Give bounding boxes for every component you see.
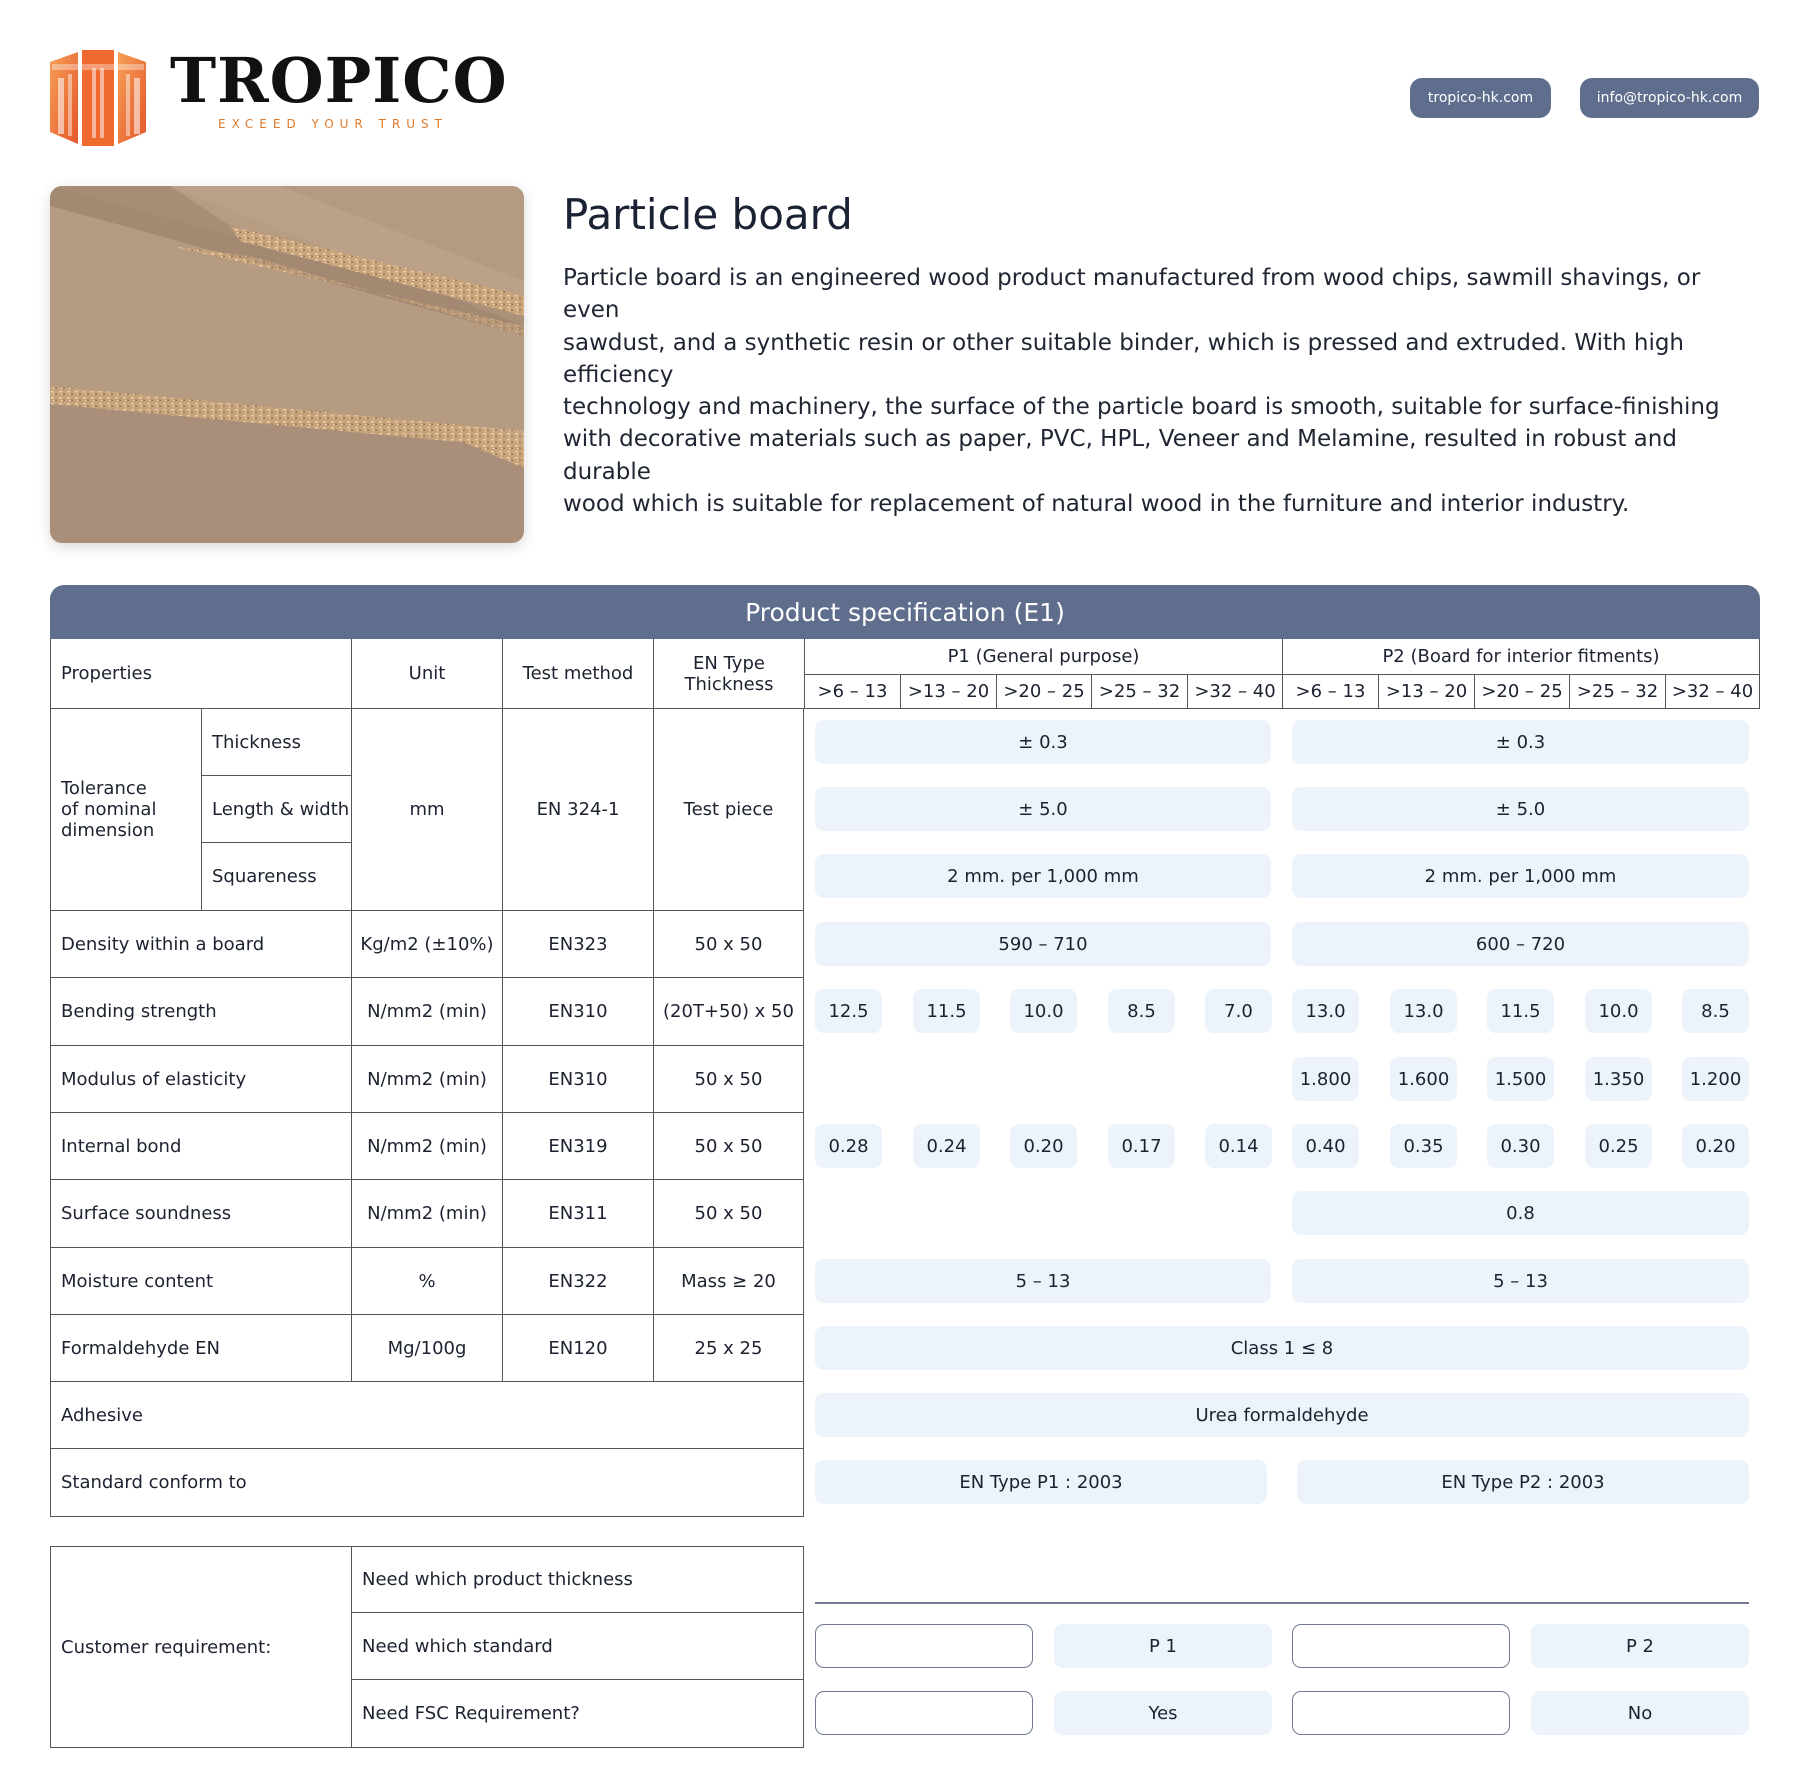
modulus-p2-value: 1.600 — [1390, 1057, 1457, 1101]
modulus-p2-value: 1.350 — [1585, 1057, 1652, 1101]
header-en-type — [653, 639, 804, 709]
standard-p2-option[interactable]: P 2 — [1531, 1624, 1749, 1668]
density-size: 50 x 50 — [653, 911, 804, 978]
standard-label: Standard conform to — [50, 1449, 804, 1517]
standard-p2: EN Type P2 : 2003 — [1297, 1460, 1749, 1504]
fsc-no-checkbox[interactable] — [1292, 1691, 1510, 1735]
bending-p2-value: 13.0 — [1292, 989, 1359, 1033]
range-p2: >6 – 13 — [1282, 674, 1378, 709]
tolerance-length-width: Length & width — [201, 776, 351, 843]
moisture-p2: 5 – 13 — [1292, 1259, 1749, 1303]
particle-board-photo — [50, 186, 524, 543]
surface-soundness-method: EN311 — [502, 1180, 653, 1248]
density-method: EN323 — [502, 911, 653, 978]
internal-bond-p2-value: 0.25 — [1585, 1124, 1652, 1168]
surface-soundness-label: Surface soundness — [50, 1180, 351, 1248]
thickness-answer-line[interactable] — [815, 1602, 1749, 1604]
moisture-size: Mass ≥ 20 — [653, 1248, 804, 1315]
bending-method: EN310 — [502, 978, 653, 1046]
tolerance-length-p2: ± 5.0 — [1292, 787, 1749, 831]
bending-p1-value: 7.0 — [1205, 989, 1272, 1033]
header-p1: P1 (General purpose) — [804, 639, 1282, 674]
moisture-unit: % — [351, 1248, 502, 1315]
formaldehyde-size: 25 x 25 — [653, 1315, 804, 1382]
range-p1: >13 – 20 — [900, 674, 996, 709]
header-p2: P2 (Board for interior fitments) — [1282, 639, 1760, 674]
formaldehyde-value: Class 1 ≤ 8 — [815, 1326, 1749, 1370]
internal-bond-p1-value: 0.28 — [815, 1124, 882, 1168]
bending-size: (20T+50) x 50 — [653, 978, 804, 1046]
modulus-unit: N/mm2 (min) — [351, 1046, 502, 1113]
tolerance-length-p1: ± 5.0 — [815, 787, 1271, 831]
moisture-method: EN322 — [502, 1248, 653, 1315]
modulus-p2-value: 1.200 — [1682, 1057, 1749, 1101]
tolerance-label-line: dimension — [61, 820, 155, 841]
internal-bond-p2-value: 0.40 — [1292, 1124, 1359, 1168]
tolerance-squareness-p2: 2 mm. per 1,000 mm — [1292, 854, 1749, 898]
internal-bond-unit: N/mm2 (min) — [351, 1113, 502, 1180]
modulus-label: Modulus of elasticity — [50, 1046, 351, 1113]
header-test-method: Test method — [502, 639, 653, 709]
header-properties: Properties — [50, 639, 351, 709]
particle-board-image — [50, 186, 524, 543]
website-link[interactable]: tropico-hk.com — [1410, 78, 1551, 118]
description-line: sawdust, and a synthetic resin or other suitable binder, which is pressed and extruded. With high efficiency — [563, 329, 1685, 388]
header-en-type-line2: Thickness — [684, 673, 774, 695]
bending-p2-value: 11.5 — [1487, 989, 1554, 1033]
internal-bond-p2-value: 0.20 — [1682, 1124, 1749, 1168]
bending-p1-value: 10.0 — [1010, 989, 1077, 1033]
internal-bond-p2-value: 0.30 — [1487, 1124, 1554, 1168]
surface-soundness-unit: N/mm2 (min) — [351, 1180, 502, 1248]
internal-bond-p1-value: 0.17 — [1108, 1124, 1175, 1168]
modulus-p2-value: 1.800 — [1292, 1057, 1359, 1101]
tolerance-thickness-p2: ± 0.3 — [1292, 720, 1749, 764]
adhesive-label: Adhesive — [50, 1382, 804, 1449]
internal-bond-p1-value: 0.14 — [1205, 1124, 1272, 1168]
moisture-label: Moisture content — [50, 1248, 351, 1315]
product-title: Particle board — [563, 190, 853, 239]
bending-unit: N/mm2 (min) — [351, 978, 502, 1046]
internal-bond-p1-value: 0.24 — [913, 1124, 980, 1168]
formaldehyde-label: Formaldehyde EN — [50, 1315, 351, 1382]
modulus-p2-value: 1.500 — [1487, 1057, 1554, 1101]
surface-soundness-size: 50 x 50 — [653, 1180, 804, 1248]
header-en-type-line1: EN Type — [693, 652, 765, 674]
range-p1: >32 – 40 — [1187, 674, 1282, 709]
range-p1: >20 – 25 — [996, 674, 1091, 709]
header-unit: Unit — [351, 639, 502, 709]
bending-p1-value: 12.5 — [815, 989, 882, 1033]
moisture-p1: 5 – 13 — [815, 1259, 1271, 1303]
surface-soundness-p2: 0.8 — [1292, 1191, 1749, 1235]
brand-name: TROPICO — [170, 44, 508, 117]
fsc-no-option[interactable]: No — [1531, 1691, 1749, 1735]
tolerance-method: EN 324-1 — [502, 709, 653, 911]
bending-p2-value: 10.0 — [1585, 989, 1652, 1033]
question-fsc: Need FSC Requirement? — [351, 1680, 804, 1748]
description-line: technology and machinery, the surface of the particle board is smooth, suitable for surface-finishing — [563, 394, 1720, 421]
email-link[interactable]: info@tropico-hk.com — [1580, 78, 1759, 118]
range-p2: >32 – 40 — [1665, 674, 1760, 709]
bending-p2-value: 8.5 — [1682, 989, 1749, 1033]
modulus-size: 50 x 50 — [653, 1046, 804, 1113]
bending-p2-value: 13.0 — [1390, 989, 1457, 1033]
product-description — [563, 262, 1753, 520]
formaldehyde-unit: Mg/100g — [351, 1315, 502, 1382]
density-unit: Kg/m2 (±10%) — [351, 911, 502, 978]
range-p2: >13 – 20 — [1378, 674, 1474, 709]
spec-table-title: Product specification (E1) — [50, 585, 1760, 639]
range-p1: >25 – 32 — [1091, 674, 1187, 709]
density-label: Density within a board — [50, 911, 351, 978]
standard-p2-checkbox[interactable] — [1292, 1624, 1510, 1668]
tolerance-unit: mm — [351, 709, 502, 911]
internal-bond-p1-value: 0.20 — [1010, 1124, 1077, 1168]
brand-tagline: EXCEED YOUR TRUST — [218, 117, 448, 131]
range-p2: >25 – 32 — [1569, 674, 1665, 709]
internal-bond-label: Internal bond — [50, 1113, 351, 1180]
tolerance-thickness-p1: ± 0.3 — [815, 720, 1271, 764]
range-p2: >20 – 25 — [1474, 674, 1569, 709]
range-p1: >6 – 13 — [804, 674, 900, 709]
bending-p1-value: 11.5 — [913, 989, 980, 1033]
tolerance-label — [50, 709, 201, 911]
tolerance-squareness-p1: 2 mm. per 1,000 mm — [815, 854, 1271, 898]
standard-p1-checkbox[interactable] — [815, 1624, 1033, 1668]
customer-requirement-label: Customer requirement: — [50, 1546, 351, 1748]
tolerance-test-piece: Test piece — [653, 709, 804, 911]
tolerance-squareness: Squareness — [201, 843, 351, 911]
description-line: wood which is suitable for replacement of natural wood in the furniture and interior industry. — [563, 491, 1630, 518]
density-p1: 590 – 710 — [815, 922, 1271, 966]
tropico-logo-icon — [48, 48, 148, 148]
internal-bond-size: 50 x 50 — [653, 1113, 804, 1180]
question-standard: Need which standard — [351, 1613, 804, 1680]
tolerance-label-line: of nominal — [61, 799, 157, 820]
fsc-yes-checkbox[interactable] — [815, 1691, 1033, 1735]
adhesive-value: Urea formaldehyde — [815, 1393, 1749, 1437]
description-line: Particle board is an engineered wood product manufactured from wood chips, sawmill shavings, or even — [563, 265, 1701, 324]
tolerance-label-line: Tolerance — [61, 778, 147, 799]
standard-p1-option[interactable]: P 1 — [1054, 1624, 1272, 1668]
description-line: with decorative materials such as paper, PVC, HPL, Veneer and Melamine, resulted in robust and durable — [563, 426, 1677, 485]
bending-p1-value: 8.5 — [1108, 989, 1175, 1033]
tolerance-thickness: Thickness — [201, 709, 351, 776]
internal-bond-method: EN319 — [502, 1113, 653, 1180]
bending-label: Bending strength — [50, 978, 351, 1046]
question-thickness: Need which product thickness — [351, 1546, 804, 1613]
standard-p1: EN Type P1 : 2003 — [815, 1460, 1267, 1504]
fsc-yes-option[interactable]: Yes — [1054, 1691, 1272, 1735]
density-p2: 600 – 720 — [1292, 922, 1749, 966]
modulus-method: EN310 — [502, 1046, 653, 1113]
formaldehyde-method: EN120 — [502, 1315, 653, 1382]
internal-bond-p2-value: 0.35 — [1390, 1124, 1457, 1168]
